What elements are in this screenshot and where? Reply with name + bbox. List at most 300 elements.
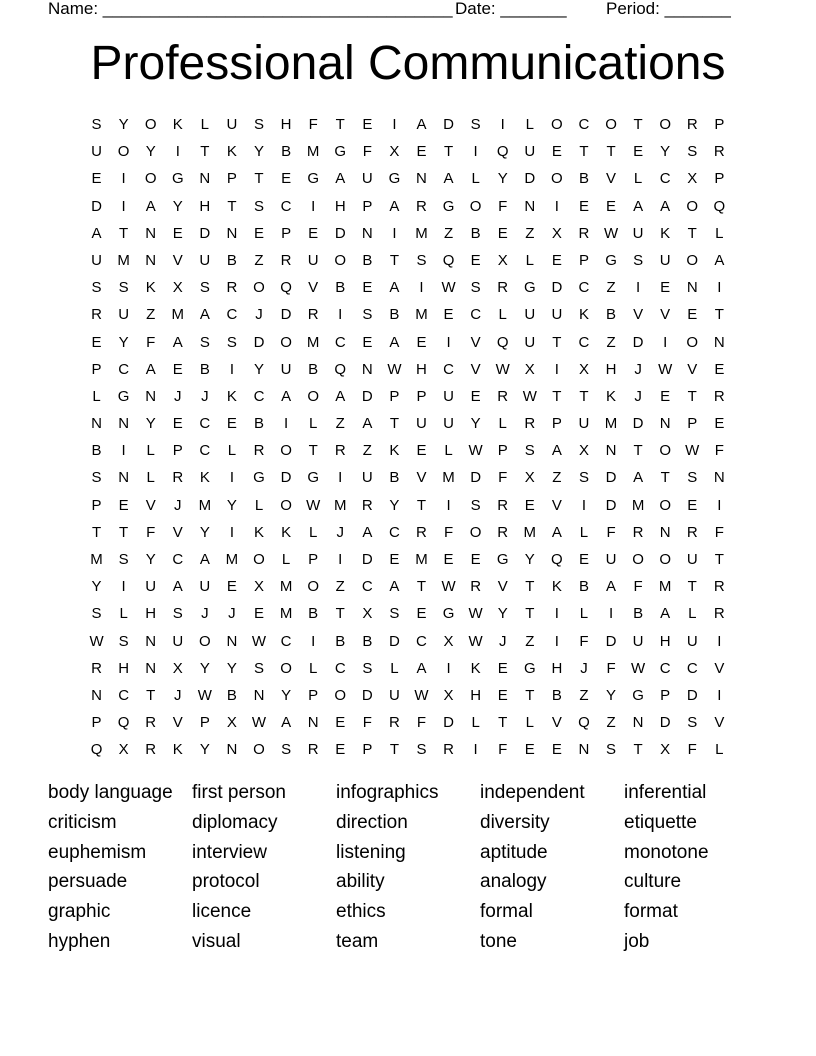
grid-letter: T: [389, 251, 399, 269]
grid-letter: Z: [606, 279, 616, 297]
word-list-item: team: [336, 930, 379, 952]
grid-letter: P: [362, 197, 373, 215]
grid-letter: F: [146, 523, 156, 541]
grid-letter: K: [281, 523, 292, 541]
grid-letter: R: [172, 469, 184, 487]
word-list-item: first person: [192, 782, 286, 803]
grid-letter: I: [663, 333, 668, 351]
grid-letter: I: [392, 224, 397, 242]
grid-row: [83, 111, 733, 138]
grid-letter: V: [497, 578, 508, 596]
grid-letter: O: [117, 143, 130, 161]
grid-letter: I: [608, 605, 614, 623]
grid-letter: Q: [551, 551, 563, 568]
grid-letter: A: [551, 442, 562, 460]
grid-letter: Y: [524, 551, 535, 568]
grid-letter: Y: [172, 197, 183, 215]
word-list-item: inferential: [624, 782, 707, 803]
grid-letter: K: [660, 224, 671, 242]
grid-letter: A: [606, 578, 617, 596]
grid-letter: G: [171, 170, 184, 188]
grid-letter: A: [551, 523, 562, 541]
grid-letter: L: [579, 605, 589, 623]
grid-letter: U: [307, 251, 319, 269]
grid-letter: W: [387, 360, 402, 378]
grid-letter: W: [468, 632, 483, 650]
grid-letter: D: [91, 197, 102, 215]
grid-letter: S: [687, 143, 698, 161]
grid-letter: I: [311, 197, 316, 215]
grid-letter: S: [416, 741, 427, 759]
grid-letter: Y: [199, 741, 210, 759]
grid-letter: D: [443, 714, 454, 732]
grid-letter: Y: [660, 143, 671, 161]
grid-letter: G: [442, 605, 455, 623]
grid-letter: W: [306, 496, 321, 514]
grid-letter: J: [201, 387, 209, 405]
grid-letter: Y: [226, 496, 237, 514]
grid-letter: S: [578, 469, 589, 487]
grid-letter: H: [145, 605, 157, 623]
grid-letter: N: [226, 632, 238, 650]
grid-letter: M: [415, 551, 428, 568]
grid-letter: U: [226, 116, 238, 133]
grid-letter: T: [633, 741, 643, 759]
grid-letter: E: [91, 333, 102, 351]
grid-letter: U: [91, 251, 102, 269]
grid-letter: S: [91, 279, 102, 297]
word-list-item: visual: [192, 930, 241, 952]
grid-letter: W: [197, 686, 212, 704]
grid-letter: K: [226, 387, 237, 405]
grid-letter: O: [334, 251, 347, 269]
grid-letter: P: [714, 170, 725, 188]
grid-letter: O: [253, 279, 265, 297]
grid-letter: B: [551, 686, 562, 704]
grid-letter: G: [442, 197, 455, 215]
grid-letter: T: [633, 116, 643, 133]
grid-letter: U: [145, 578, 157, 596]
grid-letter: Y: [91, 578, 102, 596]
grid-letter: X: [578, 360, 589, 378]
grid-letter: E: [497, 659, 508, 677]
grid-letter: C: [118, 360, 130, 378]
grid-letter: D: [632, 415, 644, 433]
grid-letter: S: [470, 279, 481, 297]
grid-row: [83, 573, 733, 600]
word-list-item: culture: [624, 871, 682, 893]
word-list-item: job: [624, 930, 650, 952]
grid-letter: A: [389, 333, 400, 351]
grid-letter: Y: [226, 659, 237, 677]
grid-letter: I: [446, 333, 451, 351]
grid-letter: B: [335, 279, 346, 297]
grid-letter: N: [253, 686, 265, 704]
grid-letter: Q: [117, 714, 130, 732]
word-list-item: interview: [192, 841, 267, 863]
word-list-item: infographics: [336, 782, 439, 803]
grid-letter: E: [524, 496, 535, 514]
grid-letter: E: [172, 360, 183, 378]
grid-letter: S: [524, 442, 535, 460]
grid-letter: O: [605, 116, 617, 133]
grid-letter: S: [199, 279, 210, 297]
grid-letter: R: [145, 714, 157, 732]
grid-letter: E: [470, 251, 481, 269]
grid-letter: D: [388, 632, 400, 650]
grid-letter: B: [470, 224, 481, 242]
grid-letter: R: [686, 523, 698, 541]
word-list-item: hyphen: [48, 930, 111, 952]
grid-letter: U: [443, 387, 454, 405]
grid-letter: N: [91, 686, 102, 704]
grid-letter: N: [632, 714, 644, 732]
grid-letter: O: [280, 333, 292, 351]
grid-letter: U: [199, 578, 211, 596]
word-list-item: tone: [480, 930, 517, 952]
grid-letter: D: [361, 387, 373, 405]
grid-letter: X: [497, 251, 508, 269]
grid-letter: O: [686, 197, 699, 215]
grid-letter: K: [606, 387, 617, 405]
grid-letter: A: [660, 197, 671, 215]
grid-letter: M: [279, 578, 293, 596]
grid-letter: I: [446, 496, 451, 514]
grid-letter: T: [552, 387, 562, 405]
grid-letter: I: [338, 469, 343, 487]
grid-letter: Y: [254, 143, 265, 161]
grid-letter: S: [254, 197, 265, 215]
grid-letter: R: [253, 442, 265, 460]
grid-letter: H: [118, 659, 130, 677]
grid-letter: F: [714, 523, 724, 541]
grid-letter: L: [498, 415, 507, 433]
grid-row: [83, 356, 733, 383]
grid-letter: O: [551, 170, 563, 188]
grid-letter: A: [660, 605, 671, 623]
grid-letter: W: [603, 224, 619, 242]
grid-letter: L: [146, 469, 155, 487]
grid-letter: Q: [442, 251, 455, 269]
grid-letter: U: [388, 686, 400, 704]
grid-letter: A: [172, 578, 183, 596]
grid-letter: Z: [146, 306, 156, 324]
grid-letter: N: [226, 741, 238, 759]
grid-letter: G: [253, 469, 265, 487]
grid-letter: N: [713, 333, 725, 351]
grid-letter: X: [660, 741, 671, 759]
grid-letter: I: [554, 197, 559, 215]
grid-letter: J: [174, 496, 182, 514]
grid-row: [83, 247, 733, 274]
grid-letter: M: [117, 251, 130, 269]
grid-letter: N: [659, 415, 671, 433]
grid-letter: Z: [254, 251, 264, 269]
grid-letter: E: [660, 387, 671, 405]
word-list-item: ability: [336, 871, 385, 893]
grid-letter: J: [174, 686, 182, 704]
grid-letter: E: [416, 333, 427, 351]
grid-letter: I: [554, 605, 559, 623]
grid-letter: B: [606, 306, 617, 324]
grid-letter: N: [226, 224, 238, 242]
grid-letter: E: [118, 496, 129, 514]
grid-letter: A: [145, 197, 156, 215]
grid-letter: F: [714, 442, 724, 460]
grid-letter: V: [714, 659, 725, 677]
grid-letter: L: [525, 714, 534, 732]
grid-letter: L: [308, 415, 318, 433]
grid-letter: G: [523, 279, 536, 297]
grid-letter: T: [443, 143, 454, 161]
grid-letter: Y: [199, 659, 210, 677]
grid-letter: K: [551, 578, 562, 596]
grid-letter: T: [91, 523, 102, 541]
grid-letter: L: [633, 170, 643, 188]
grid-letter: F: [443, 523, 454, 541]
grid-letter: Z: [606, 714, 616, 732]
grid-letter: H: [551, 659, 563, 677]
grid-letter: X: [551, 224, 562, 242]
grid-letter: T: [200, 143, 210, 161]
grid-letter: M: [333, 496, 347, 514]
grid-letter: R: [497, 496, 509, 514]
grid-letter: S: [91, 116, 102, 133]
grid-letter: L: [146, 442, 155, 460]
grid-letter: Y: [389, 496, 400, 514]
grid-letter: D: [605, 632, 617, 650]
grid-letter: X: [254, 578, 265, 596]
grid-letter: S: [118, 279, 129, 297]
grid-letter: U: [605, 551, 617, 568]
grid-row: [83, 301, 733, 328]
grid-letter: R: [713, 387, 725, 405]
grid-letter: W: [522, 387, 537, 405]
grid-letter: N: [524, 197, 536, 215]
grid-letter: M: [523, 523, 537, 541]
grid-letter: A: [172, 333, 183, 351]
grid-letter: T: [227, 197, 237, 215]
word-list-item: protocol: [192, 871, 260, 893]
grid-letter: F: [308, 116, 318, 133]
grid-letter: N: [199, 170, 211, 188]
grid-letter: S: [633, 251, 644, 269]
grid-letter: L: [254, 496, 264, 514]
grid-letter: T: [687, 224, 697, 242]
grid-letter: Z: [335, 415, 345, 433]
grid-letter: A: [335, 170, 346, 188]
grid-letter: P: [308, 686, 319, 704]
grid-letter: U: [632, 632, 644, 650]
grid-letter: S: [254, 659, 265, 677]
name-field-label: Name: _____________________________________: [48, 0, 453, 18]
grid-letter: U: [632, 224, 644, 242]
grid-letter: R: [578, 224, 590, 242]
grid-letter: S: [226, 333, 237, 351]
grid-letter: V: [606, 170, 617, 188]
grid-letter: E: [91, 170, 102, 188]
grid-letter: I: [473, 143, 478, 161]
grid-letter: E: [362, 116, 373, 133]
grid-letter: B: [281, 143, 292, 161]
grid-letter: M: [415, 224, 428, 242]
grid-letter: E: [470, 551, 481, 568]
grid-letter: I: [229, 360, 235, 378]
grid-letter: Q: [334, 360, 347, 378]
grid-letter: D: [253, 333, 265, 351]
grid-letter: D: [361, 686, 373, 704]
word-list-item: aptitude: [480, 841, 548, 863]
grid-letter: O: [280, 442, 292, 460]
grid-letter: Q: [496, 333, 509, 351]
grid-letter: A: [416, 659, 427, 677]
grid-letter: M: [171, 306, 185, 324]
grid-letter: Z: [606, 333, 616, 351]
grid-letter: M: [658, 578, 672, 596]
grid-letter: I: [338, 306, 343, 324]
grid-letter: W: [89, 632, 104, 650]
grid-letter: U: [524, 333, 536, 351]
grid-letter: E: [226, 415, 237, 433]
grid-letter: P: [497, 442, 508, 460]
grid-row: [83, 329, 733, 356]
grid-row: [83, 628, 733, 655]
grid-letter: U: [361, 170, 373, 188]
grid-letter: E: [362, 279, 373, 297]
grid-letter: O: [659, 116, 672, 133]
grid-letter: D: [280, 306, 292, 324]
grid-letter: Y: [118, 116, 129, 133]
grid-letter: U: [551, 306, 563, 324]
grid-letter: U: [659, 251, 671, 269]
grid-letter: Z: [525, 632, 535, 650]
grid-letter: A: [91, 224, 102, 242]
grid-letter: G: [307, 170, 319, 188]
grid-letter: A: [281, 714, 292, 732]
grid-letter: U: [524, 306, 536, 324]
grid-letter: T: [525, 578, 535, 596]
grid-letter: B: [308, 360, 319, 378]
grid-letter: N: [416, 170, 427, 188]
grid-letter: Z: [579, 686, 589, 704]
grid-letter: B: [199, 360, 210, 378]
grid-letter: I: [554, 632, 559, 650]
grid-letter: T: [714, 551, 724, 568]
grid-letter: E: [687, 306, 698, 324]
grid-letter: V: [172, 714, 183, 732]
grid-row: [83, 600, 733, 627]
grid-letter: V: [145, 496, 156, 514]
grid-letter: O: [307, 387, 319, 405]
grid-letter: C: [470, 306, 482, 324]
grid-letter: Q: [90, 741, 103, 759]
grid-letter: I: [311, 632, 316, 650]
grid-letter: K: [172, 741, 183, 759]
grid-letter: O: [469, 197, 482, 215]
grid-letter: N: [713, 469, 725, 487]
grid-letter: I: [338, 551, 343, 568]
grid-letter: S: [91, 605, 102, 623]
grid-letter: Y: [470, 415, 481, 433]
grid-row: [83, 464, 733, 491]
grid-letter: B: [633, 605, 644, 623]
grid-letter: N: [605, 442, 617, 460]
grid-letter: L: [498, 306, 507, 324]
grid-letter: K: [145, 279, 156, 297]
grid-letter: N: [145, 224, 157, 242]
grid-letter: T: [714, 306, 724, 324]
word-list-item: euphemism: [48, 841, 147, 863]
grid-letter: S: [362, 659, 373, 677]
grid-letter: B: [578, 170, 589, 188]
grid-letter: C: [416, 632, 427, 650]
grid-letter: P: [281, 224, 292, 242]
grid-letter: I: [229, 469, 235, 487]
grid-letter: T: [552, 333, 562, 351]
grid-row: [83, 709, 733, 736]
grid-letter: I: [581, 496, 587, 514]
grid-letter: F: [633, 578, 643, 596]
grid-letter: O: [334, 686, 347, 704]
grid-row: [83, 546, 733, 573]
grid-letter: I: [175, 143, 180, 161]
grid-letter: E: [335, 741, 346, 759]
grid-letter: N: [361, 224, 373, 242]
grid-letter: J: [580, 659, 588, 677]
grid-letter: I: [121, 197, 126, 215]
grid-row: [83, 193, 733, 220]
grid-letter: G: [632, 686, 644, 704]
grid-letter: E: [389, 551, 400, 568]
grid-letter: D: [551, 279, 563, 297]
grid-letter: C: [578, 116, 590, 133]
grid-letter: U: [199, 251, 211, 269]
grid-letter: C: [172, 551, 184, 568]
grid-row: [83, 655, 733, 682]
grid-letter: C: [334, 659, 346, 677]
grid-row: [83, 492, 733, 519]
grid-letter: R: [145, 741, 157, 759]
grid-letter: Y: [497, 605, 508, 623]
grid-letter: W: [441, 578, 456, 596]
grid-letter: L: [471, 714, 480, 732]
grid-letter: Q: [496, 143, 509, 161]
grid-letter: O: [659, 442, 672, 460]
grid-letter: A: [389, 279, 400, 297]
grid-letter: J: [228, 605, 236, 623]
grid-letter: E: [633, 143, 644, 161]
grid-letter: I: [121, 170, 126, 188]
grid-letter: T: [498, 714, 508, 732]
grid-letter: E: [254, 605, 265, 623]
grid-letter: T: [335, 605, 345, 623]
grid-letter: H: [470, 686, 482, 704]
grid-letter: J: [634, 360, 642, 378]
grid-letter: B: [254, 415, 265, 433]
grid-letter: Y: [145, 143, 156, 161]
grid-letter: A: [335, 387, 346, 405]
grid-letter: N: [578, 741, 590, 759]
grid-letter: H: [605, 360, 617, 378]
grid-letter: N: [145, 659, 157, 677]
grid-letter: R: [632, 523, 644, 541]
grid-letter: U: [172, 632, 184, 650]
grid-letter: B: [91, 442, 102, 460]
grid-letter: T: [119, 224, 129, 242]
word-list-item: monotone: [624, 841, 709, 863]
grid-letter: E: [416, 442, 427, 460]
grid-letter: N: [145, 632, 157, 650]
